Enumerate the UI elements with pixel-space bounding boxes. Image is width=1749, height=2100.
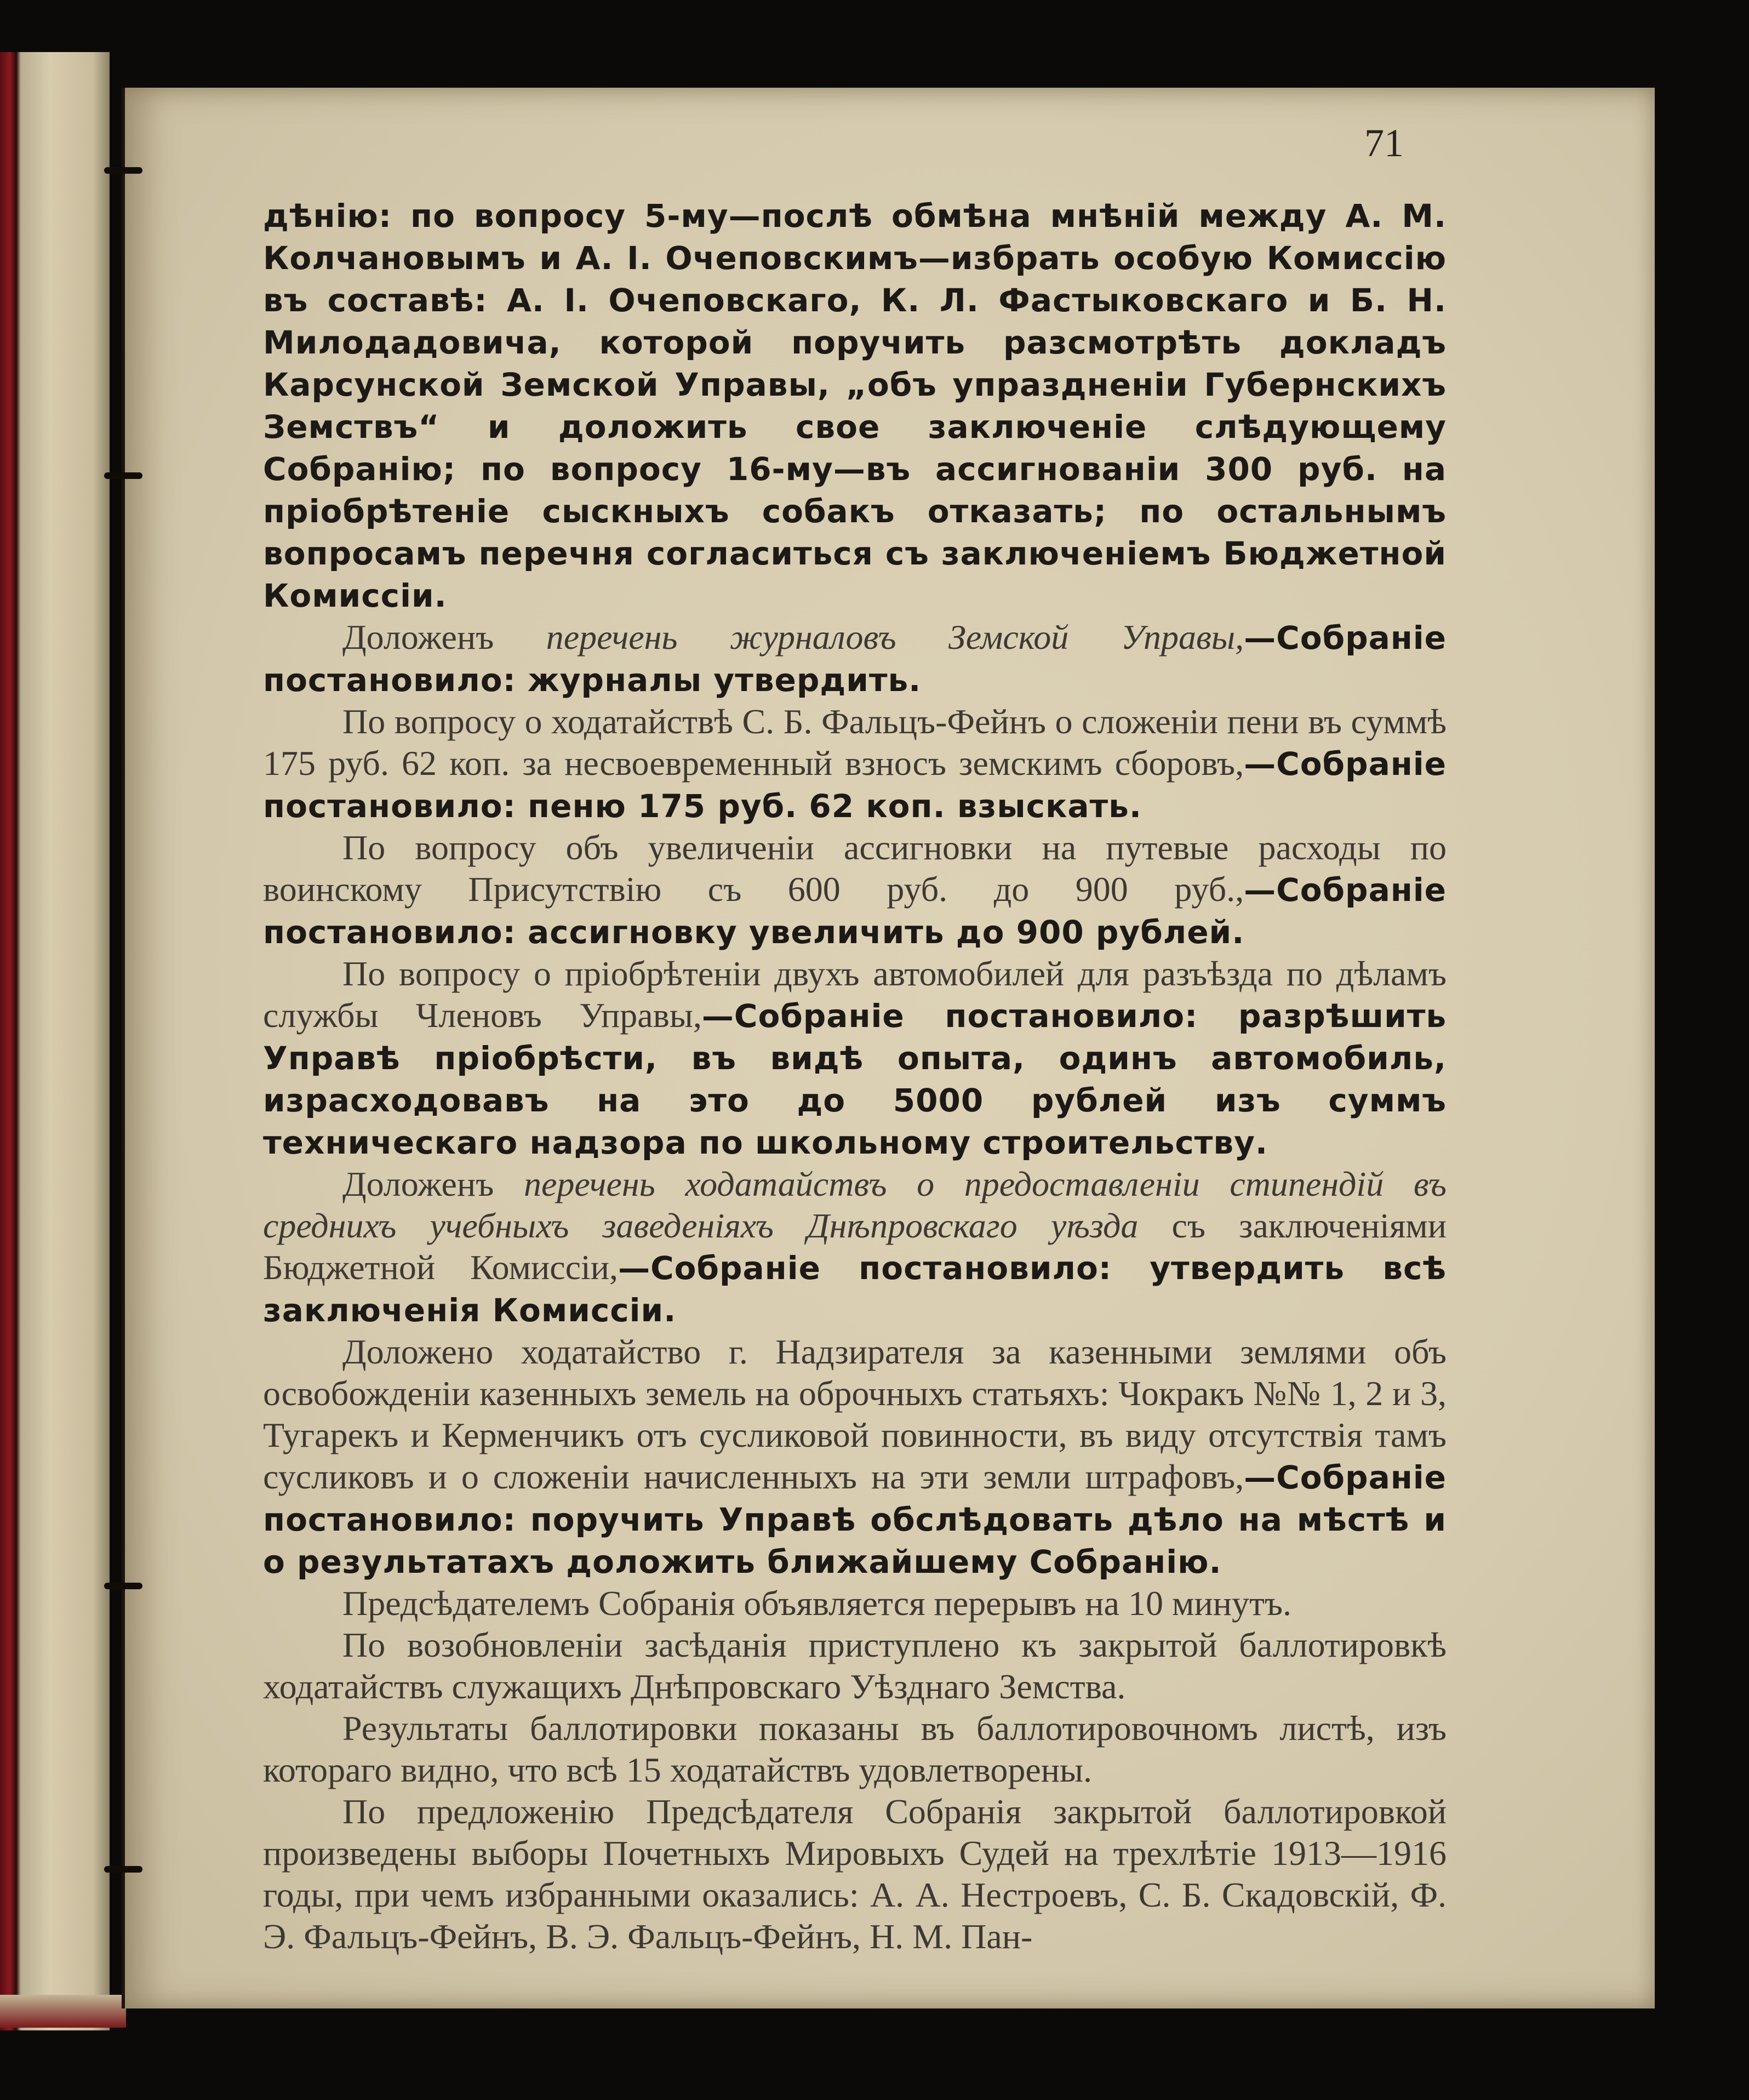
- decision-text: —Собраніе постановило: утвердить всѣ заключенія Комиссіи.: [263, 1249, 1447, 1329]
- text: Доложено ходатайство г. Надзирателя за казенными землями объ освобожденіи казенныхъ земель на оброчныхъ статьяхъ: Чокракъ №№ 1, 2 и 3, Тугарекъ и Керменчикъ отъ сусликовой повинности, въ виду отсутствія тамъ сусликовъ и о сложеніи начисленныхъ на эти земли штрафовъ,: [263, 1332, 1447, 1496]
- paragraph: [263, 827, 1447, 953]
- binding-stitch: [104, 472, 142, 479]
- decision-text: —Собраніе постановило: поручить Управѣ обслѣдовать дѣло на мѣстѣ и о результатахъ доложить ближайшему Собранію.: [263, 1459, 1447, 1580]
- decision-text: —Собраніе постановило: пеню 175 руб. 62 коп. взыскать.: [263, 745, 1447, 825]
- text: Доложенъ: [342, 1165, 524, 1203]
- page-text: [263, 195, 1447, 1958]
- binding-stitch: [104, 167, 142, 174]
- italic-text: перечень журналовъ Земской Управы,: [546, 618, 1244, 657]
- text: По вопросу о пріобрѣтеніи двухъ автомобилей для разъѣзда по дѣламъ службы Членовъ Управы,: [263, 954, 1447, 1035]
- paragraph: [263, 617, 1447, 701]
- text: По вопросу о ходатайствѣ С. Б. Фальцъ-Фейнъ о сложеніи пени въ суммѣ 175 руб. 62 коп. за несвоевременный взносъ земскимъ сборовъ,: [263, 702, 1447, 783]
- decision-text: дѣнію: по вопросу 5-му—послѣ обмѣна мнѣній между А. М. Колчановымъ и А. І. Очеповскимъ—избрать особую Комиссію въ составѣ: А. І. Очеповскаго, К. Л. Фастыковскаго и Б. Н. Милодадовича, которой поручить разсмотрѣть докладъ Карсунской Земской Управы, „объ упраздненіи Губернскихъ Земствъ“ и доложить свое заключеніе слѣдующему Собранію; по вопросу 16-му—въ ассигнованіи 300 руб. на пріобрѣтеніе сыскныхъ собакъ отказать; по остальнымъ вопросамъ перечня согласиться съ заключеніемъ Бюджетной Комиссіи.: [263, 197, 1447, 614]
- paragraph: По предложенію Предсѣдателя Собранія закрытой баллотировкой произведены выборы Почетныхъ Мировыхъ Судей на трехлѣтіе 1913—1916 годы, при чемъ избранными оказались: А. А. Нестроевъ, С. Б. Скадовскій, Ф. Э. Фальцъ-Фейнъ, В. Э. Фальцъ-Фейнъ, Н. М. Пан-: [263, 1792, 1447, 1956]
- book-cover-bottom: [0, 1995, 126, 2028]
- decision-text: —Собраніе постановило: разрѣшить Управѣ пріобрѣсти, въ видѣ опыта, одинъ автомобиль, израсходовавъ на это до 5000 рублей изъ суммъ техническаго надзора по школьному строительству.: [263, 997, 1447, 1161]
- page-number: 71: [1364, 121, 1404, 165]
- decision-text: —Собраніе постановило: журналы утвердить.: [263, 619, 1447, 699]
- italic-text: перечень ходатайствъ о предоставленіи стипендій въ среднихъ учебныхъ заведеніяхъ Днѣпровскаго уѣзда: [263, 1165, 1447, 1245]
- binding-stitch: [104, 1866, 142, 1873]
- paragraph: Предсѣдателемъ Собранія объявляется перерывъ на 10 минутъ.: [342, 1584, 1291, 1623]
- paragraph: [263, 1163, 1447, 1331]
- paragraph: [263, 195, 1447, 617]
- decision-text: —Собраніе постановило: ассигновку увеличить до 900 рублей.: [263, 871, 1447, 951]
- paragraph: Результаты баллотировки показаны въ баллотировочномъ листѣ, изъ котораго видно, что всѣ 15 ходатайствъ удовлетворены.: [263, 1709, 1447, 1789]
- text: съ заключеніями Бюджетной Комиссіи,: [263, 1206, 1447, 1287]
- text: Доложенъ: [342, 618, 546, 657]
- paragraph: [263, 1331, 1447, 1583]
- text: По вопросу объ увеличеніи ассигновки на путевые расходы по воинскому Присутствію съ 600 руб. до 900 руб.,: [263, 828, 1447, 909]
- paragraph: [263, 701, 1447, 827]
- paragraph: По возобновленіи засѣданія приступлено къ закрытой баллотировкѣ ходатайствъ служащихъ Днѣпровскаго Уѣзднаго Земства.: [263, 1625, 1447, 1706]
- page-gutter: [122, 88, 125, 2008]
- paragraph: [263, 953, 1447, 1163]
- binding-stitch: [104, 1583, 142, 1589]
- book-cover-edge: [0, 52, 110, 2030]
